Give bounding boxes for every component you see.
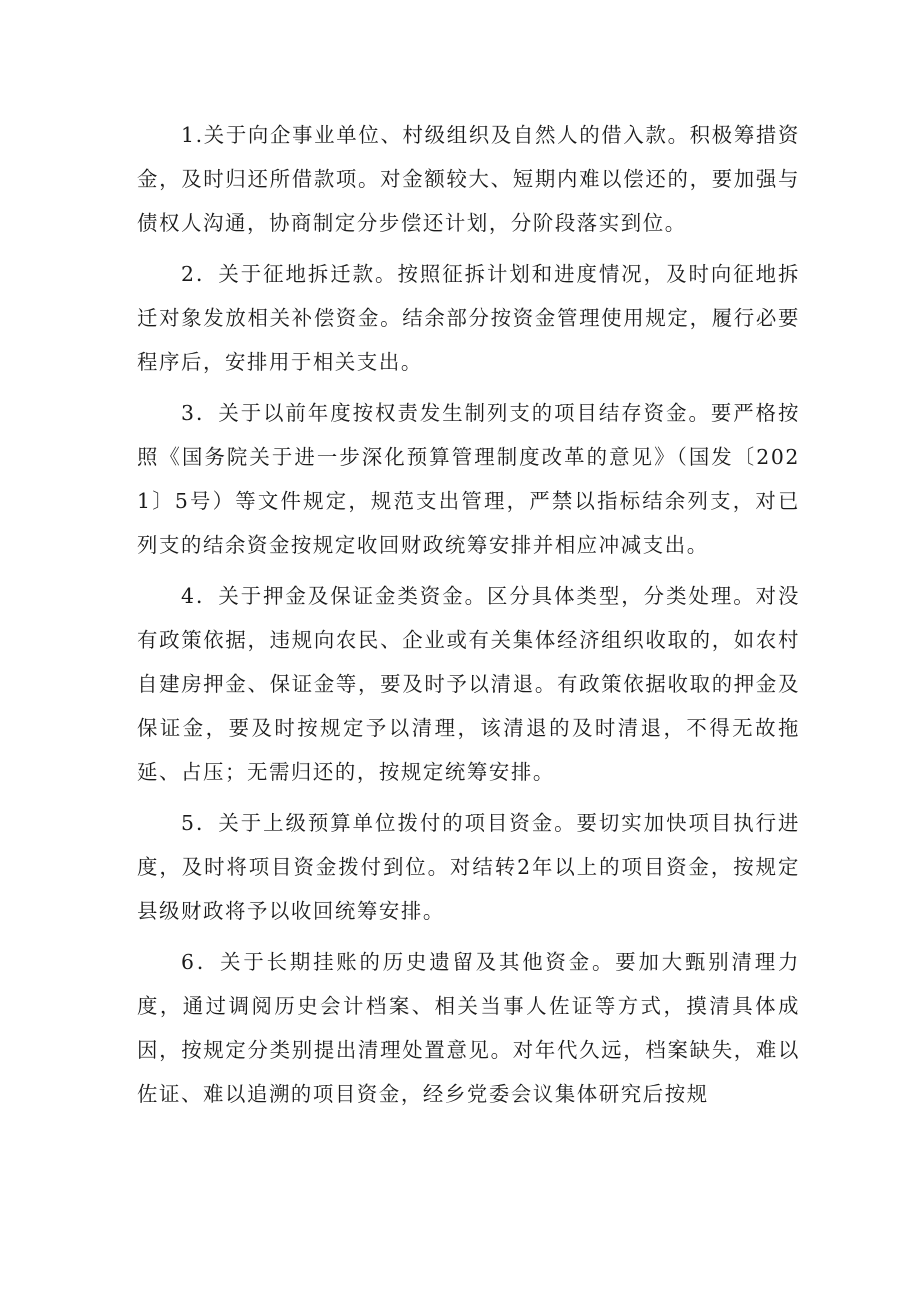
paragraph-6: 6．关于长期挂账的历史遗留及其他资金。要加大甄别清理力度，通过调阅历史会计档案、相关当事人佐证等方式，摸清具体成因，按规定分类别提出清理处置意见。对年代久远，档案缺失，难以佐证、难以追溯的项目资金，经乡党委会议集体研究后按规	[137, 950, 800, 1106]
paragraph-3: 3．关于以前年度按权责发生制列支的项目结存资金。要严格按照《国务院关于进一步深化预算管理制度改革的意见》（国发〔2021〕5号）等文件规定，规范支出管理，严禁以指标结余列支，对已列支的结余资金按规定收回财政统筹安排并相应冲减支出。	[137, 401, 800, 557]
paragraph-4: 4．关于押金及保证金类资金。区分具体类型，分类处理。对没有政策依据，违规向农民、企业或有关集体经济组织收取的，如农村自建房押金、保证金等，要及时予以清退。有政策依据收取的押金及保证金，要及时按规定予以清理，该清退的及时清退，不得无故拖延、占压；无需归还的，按规定统筹安排。	[137, 584, 800, 784]
paragraph-2: 2．关于征地拆迁款。按照征拆计划和进度情况，及时向征地拆迁对象发放相关补偿资金。结余部分按资金管理使用规定，履行必要程序后，安排用于相关支出。	[137, 262, 800, 374]
document-body	[137, 113, 800, 1123]
paragraph-1: 1.关于向企事业单位、村级组织及自然人的借入款。积极筹措资金，及时归还所借款项。对金额较大、短期内难以偿还的，要加强与债权人沟通，协商制定分步偿还计划，分阶段落实到位。	[137, 123, 800, 235]
paragraph-5: 5．关于上级预算单位拨付的项目资金。要切实加快项目执行进度，及时将项目资金拨付到位。对结转2年以上的项目资金，按规定县级财政将予以收回统筹安排。	[137, 811, 800, 923]
